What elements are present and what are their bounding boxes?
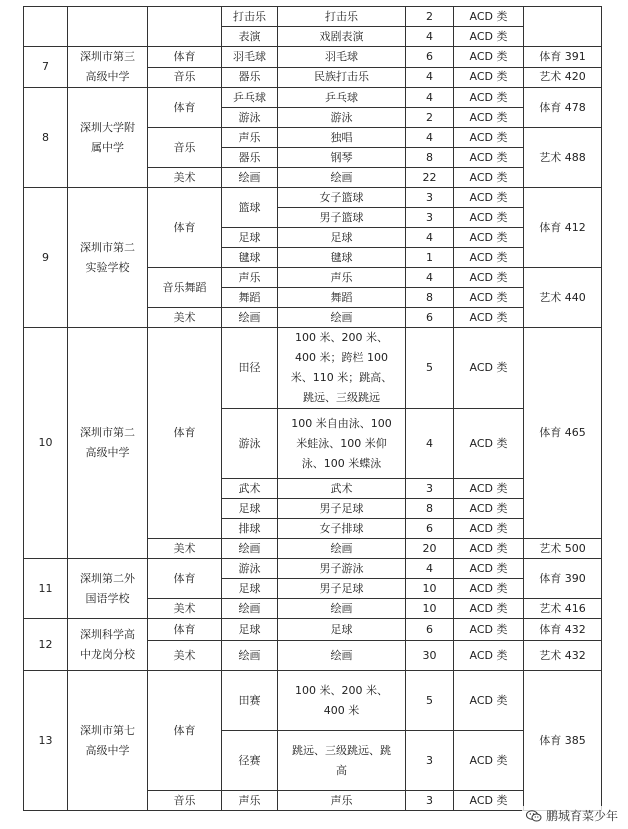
quota-cell: 10 xyxy=(406,599,454,619)
school-number-cell: 7 xyxy=(24,47,68,88)
item-cell: 足球 xyxy=(278,228,406,248)
subcategory-cell: 声乐 xyxy=(222,268,278,288)
item-cell: 男子篮球 xyxy=(278,208,406,228)
item-cell: 声乐 xyxy=(278,791,406,811)
quota-cell: 4 xyxy=(406,67,454,88)
quota-cell: 8 xyxy=(406,288,454,308)
subcategory-cell: 足球 xyxy=(222,579,278,599)
subcategory-cell: 游泳 xyxy=(222,559,278,579)
quota-cell: 1 xyxy=(406,248,454,268)
subcategory-cell: 声乐 xyxy=(222,791,278,811)
score-cell: 体育 412 xyxy=(524,188,602,268)
subcategory-cell: 田径 xyxy=(222,328,278,409)
subcategory-cell: 器乐 xyxy=(222,67,278,88)
category-cell: 体育 xyxy=(148,559,222,599)
table-row xyxy=(24,88,602,108)
quota-cell: 6 xyxy=(406,308,454,328)
subcategory-cell: 足球 xyxy=(222,499,278,519)
category-cell: 美术 xyxy=(148,641,222,671)
quota-cell: 6 xyxy=(406,619,454,641)
item-cell: 绘画 xyxy=(278,168,406,188)
class-cell: ACD 类 xyxy=(454,499,524,519)
item-cell: 跳远、三级跳远、跳高 xyxy=(278,731,406,791)
table-row xyxy=(24,188,602,208)
subcategory-cell: 足球 xyxy=(222,619,278,641)
item-cell: 绘画 xyxy=(278,599,406,619)
class-cell: ACD 类 xyxy=(454,579,524,599)
subcategory-cell: 篮球 xyxy=(222,188,278,228)
subcategory-cell: 绘画 xyxy=(222,168,278,188)
score-cell: 体育 478 xyxy=(524,88,602,128)
class-cell: ACD 类 xyxy=(454,168,524,188)
score-cell: 体育 432 xyxy=(524,619,602,641)
table-row xyxy=(24,559,602,579)
score-cell: 体育 385 xyxy=(524,671,602,811)
quota-cell: 3 xyxy=(406,791,454,811)
category-cell: 音乐舞蹈 xyxy=(148,268,222,308)
subcategory-cell: 舞蹈 xyxy=(222,288,278,308)
item-cell: 男子足球 xyxy=(278,579,406,599)
subcategory-cell: 乒乓球 xyxy=(222,88,278,108)
school-name-cell: 深圳市第三高级中学 xyxy=(68,47,148,88)
category-cell: 体育 xyxy=(148,671,222,791)
subcategory-cell: 足球 xyxy=(222,228,278,248)
score-cell: 艺术 488 xyxy=(524,128,602,188)
subcategory-cell: 绘画 xyxy=(222,599,278,619)
item-cell: 独唱 xyxy=(278,128,406,148)
school-name-cell: 深圳第二外国语学校 xyxy=(68,559,148,619)
category-cell: 音乐 xyxy=(148,67,222,88)
score-cell xyxy=(524,7,602,47)
item-cell: 绘画 xyxy=(278,539,406,559)
quota-cell: 3 xyxy=(406,188,454,208)
score-cell: 艺术 416 xyxy=(524,599,602,619)
school-name-cell: 深圳市第二实验学校 xyxy=(68,188,148,328)
item-cell: 绘画 xyxy=(278,308,406,328)
school-name-cell: 深圳大学附属中学 xyxy=(68,88,148,188)
item-cell: 足球 xyxy=(278,619,406,641)
item-cell: 乒乓球 xyxy=(278,88,406,108)
subcategory-cell: 声乐 xyxy=(222,128,278,148)
quota-cell: 3 xyxy=(406,208,454,228)
item-cell: 羽毛球 xyxy=(278,47,406,68)
class-cell: ACD 类 xyxy=(454,599,524,619)
class-cell: ACD 类 xyxy=(454,619,524,641)
quota-cell: 4 xyxy=(406,559,454,579)
category-cell: 音乐 xyxy=(148,128,222,168)
school-name-cell: 深圳市第二高级中学 xyxy=(68,328,148,559)
school-number-cell: 8 xyxy=(24,88,68,188)
category-cell: 美术 xyxy=(148,539,222,559)
class-cell: ACD 类 xyxy=(454,308,524,328)
subcategory-cell: 武术 xyxy=(222,479,278,499)
subcategory-cell: 羽毛球 xyxy=(222,47,278,68)
score-cell: 体育 465 xyxy=(524,328,602,539)
class-cell: ACD 类 xyxy=(454,328,524,409)
school-number-cell: 12 xyxy=(24,619,68,671)
subcategory-cell: 绘画 xyxy=(222,641,278,671)
item-cell: 100 米、200 米、400 米 xyxy=(278,671,406,731)
score-cell: 体育 390 xyxy=(524,559,602,599)
item-cell: 游泳 xyxy=(278,108,406,128)
item-cell: 女子篮球 xyxy=(278,188,406,208)
quota-cell: 4 xyxy=(406,268,454,288)
quota-cell: 4 xyxy=(406,27,454,47)
item-cell: 男子足球 xyxy=(278,499,406,519)
category-cell: 体育 xyxy=(148,619,222,641)
table-row xyxy=(24,671,602,731)
school-number-cell: 9 xyxy=(24,188,68,328)
quota-cell: 5 xyxy=(406,671,454,731)
subcategory-cell: 毽球 xyxy=(222,248,278,268)
class-cell: ACD 类 xyxy=(454,148,524,168)
class-cell: ACD 类 xyxy=(454,47,524,68)
watermark xyxy=(522,806,622,825)
category-cell: 体育 xyxy=(148,188,222,268)
quota-cell: 2 xyxy=(406,108,454,128)
subcategory-cell: 排球 xyxy=(222,519,278,539)
item-cell: 戏剧表演 xyxy=(278,27,406,47)
item-cell: 男子游泳 xyxy=(278,559,406,579)
recruitment-table xyxy=(23,6,602,811)
class-cell: ACD 类 xyxy=(454,559,524,579)
quota-cell: 5 xyxy=(406,328,454,409)
class-cell: ACD 类 xyxy=(454,248,524,268)
score-cell: 体育 391 xyxy=(524,47,602,68)
quota-cell: 6 xyxy=(406,519,454,539)
item-cell: 民族打击乐 xyxy=(278,67,406,88)
item-cell: 钢琴 xyxy=(278,148,406,168)
class-cell: ACD 类 xyxy=(454,108,524,128)
table-row xyxy=(24,328,602,409)
class-cell: ACD 类 xyxy=(454,228,524,248)
item-cell: 武术 xyxy=(278,479,406,499)
school-number-cell: 13 xyxy=(24,671,68,811)
school-name-cell: 深圳科学高中龙岗分校 xyxy=(68,619,148,671)
class-cell: ACD 类 xyxy=(454,67,524,88)
school-number-cell: 11 xyxy=(24,559,68,619)
item-cell: 100 米、200 米、400 米；跨栏 100 米、110 米；跳高、跳远、三级跳远 xyxy=(278,328,406,409)
quota-cell: 6 xyxy=(406,47,454,68)
subcategory-cell: 游泳 xyxy=(222,108,278,128)
quota-cell: 8 xyxy=(406,499,454,519)
class-cell: ACD 类 xyxy=(454,519,524,539)
item-cell: 毽球 xyxy=(278,248,406,268)
class-cell: ACD 类 xyxy=(454,88,524,108)
subcategory-cell: 绘画 xyxy=(222,308,278,328)
item-cell: 打击乐 xyxy=(278,7,406,27)
category-cell: 美术 xyxy=(148,599,222,619)
class-cell: ACD 类 xyxy=(454,27,524,47)
item-cell: 女子排球 xyxy=(278,519,406,539)
class-cell: ACD 类 xyxy=(454,188,524,208)
class-cell: ACD 类 xyxy=(454,479,524,499)
subcategory-cell: 表演 xyxy=(222,27,278,47)
category-cell: 体育 xyxy=(148,47,222,68)
quota-cell: 10 xyxy=(406,579,454,599)
table-row xyxy=(24,619,602,641)
quota-cell: 30 xyxy=(406,641,454,671)
category-cell: 美术 xyxy=(148,168,222,188)
quota-cell: 3 xyxy=(406,479,454,499)
item-cell: 舞蹈 xyxy=(278,288,406,308)
category-cell: 体育 xyxy=(148,328,222,539)
item-cell: 绘画 xyxy=(278,641,406,671)
category-cell: 美术 xyxy=(148,308,222,328)
class-cell: ACD 类 xyxy=(454,539,524,559)
category-cell: 体育 xyxy=(148,88,222,128)
quota-cell: 2 xyxy=(406,7,454,27)
class-cell: ACD 类 xyxy=(454,791,524,811)
quota-cell: 20 xyxy=(406,539,454,559)
class-cell: ACD 类 xyxy=(454,288,524,308)
class-cell: ACD 类 xyxy=(454,731,524,791)
score-cell: 艺术 420 xyxy=(524,67,602,88)
school-number-cell: 10 xyxy=(24,328,68,559)
item-cell: 100 米自由泳、100 米蛙泳、100 米仰泳、100 米蝶泳 xyxy=(278,409,406,479)
school-name-cell: 深圳市第七高级中学 xyxy=(68,671,148,811)
quota-cell: 4 xyxy=(406,409,454,479)
quota-cell: 3 xyxy=(406,731,454,791)
quota-cell: 22 xyxy=(406,168,454,188)
subcategory-cell: 田赛 xyxy=(222,671,278,731)
wechat-icon xyxy=(526,810,542,822)
subcategory-cell: 器乐 xyxy=(222,148,278,168)
school-name-cell xyxy=(68,7,148,47)
subcategory-cell: 径赛 xyxy=(222,731,278,791)
school-number-cell xyxy=(24,7,68,47)
quota-cell: 4 xyxy=(406,228,454,248)
class-cell: ACD 类 xyxy=(454,7,524,27)
subcategory-cell: 游泳 xyxy=(222,409,278,479)
quota-cell: 4 xyxy=(406,128,454,148)
table-row xyxy=(24,7,602,27)
score-cell: 艺术 432 xyxy=(524,641,602,671)
class-cell: ACD 类 xyxy=(454,208,524,228)
class-cell: ACD 类 xyxy=(454,128,524,148)
subcategory-cell: 绘画 xyxy=(222,539,278,559)
category-cell: 音乐 xyxy=(148,791,222,811)
score-cell: 艺术 440 xyxy=(524,268,602,328)
item-cell: 声乐 xyxy=(278,268,406,288)
watermark-text: 鹏城育菜少年 xyxy=(545,809,618,823)
class-cell: ACD 类 xyxy=(454,641,524,671)
score-cell: 艺术 500 xyxy=(524,539,602,559)
class-cell: ACD 类 xyxy=(454,268,524,288)
subcategory-cell: 打击乐 xyxy=(222,7,278,27)
table-row xyxy=(24,47,602,68)
class-cell: ACD 类 xyxy=(454,671,524,731)
quota-cell: 4 xyxy=(406,88,454,108)
category-cell xyxy=(148,7,222,47)
quota-cell: 8 xyxy=(406,148,454,168)
class-cell: ACD 类 xyxy=(454,409,524,479)
